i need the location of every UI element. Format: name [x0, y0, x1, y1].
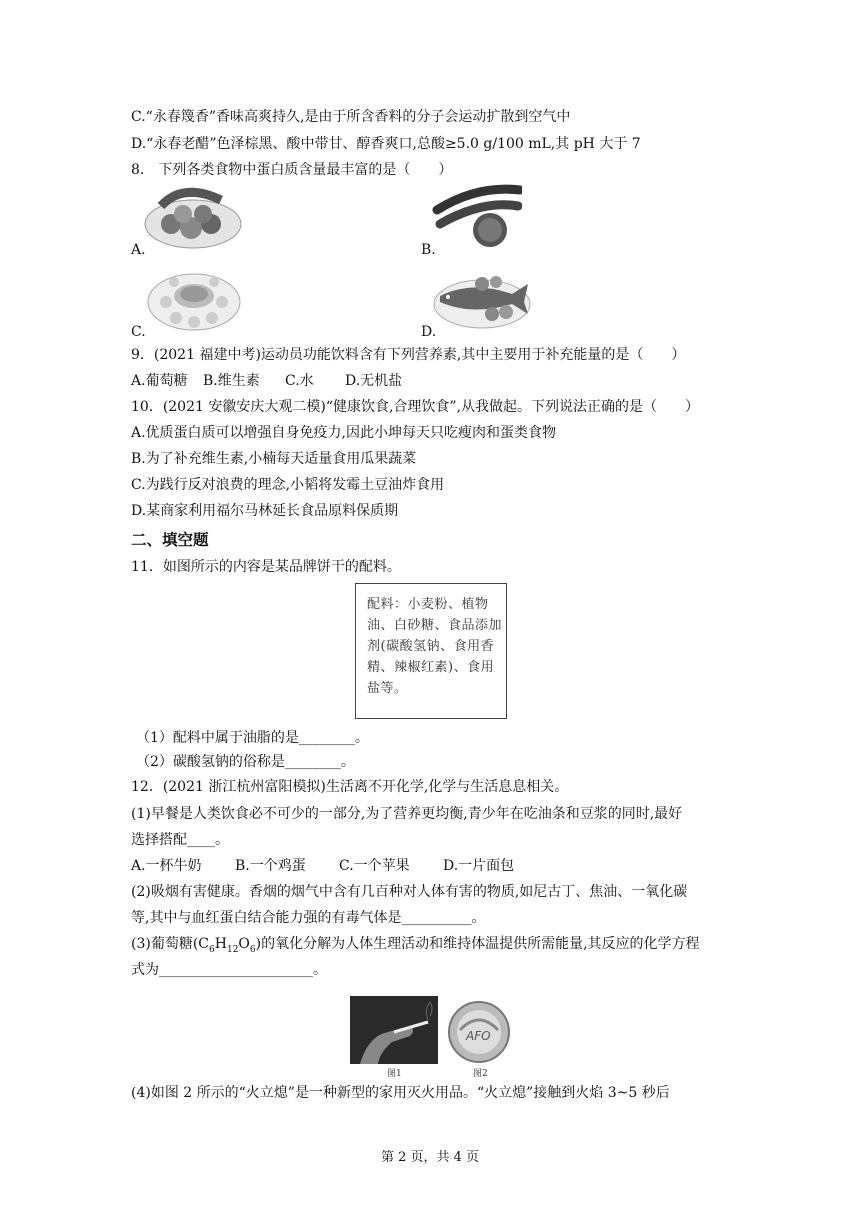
q12-1-option-c[interactable]: C.一个苹果 [339, 858, 410, 874]
q10-option-d[interactable]: D.某商家利用福尔马林延长食品原料保质期 [131, 503, 399, 519]
q8-option-a[interactable]: A. [131, 242, 146, 258]
fruit-plate-image [143, 184, 243, 250]
question-10: 10．(2021 安徽安庆大观二模)“健康饮食,合理饮食”,从我做起。下列说法正确的是（ ） [131, 399, 700, 415]
figure-2-caption: 图2 [473, 1069, 488, 1079]
q9-option-d[interactable]: D.无机盐 [345, 373, 403, 389]
question-12-part-2: (2)吸烟有害健康。香烟的烟气中含有几百种对人体有害的物质,如尼古丁、焦油、一氧化碳 [131, 884, 688, 900]
smoking-photo [350, 996, 438, 1064]
q10-option-a[interactable]: A.优质蛋白质可以增强自身免疫力,因此小坤每天只吃瘦肉和蛋类食物 [131, 425, 557, 441]
ingredient-label-image [355, 583, 507, 719]
page-footer: 第 2 页，共 4 页 [380, 1150, 480, 1165]
question-11-part-2: （2）碳酸氢钠的俗称是________。 [136, 754, 355, 770]
q12-3-text-mid-2: O [238, 936, 250, 952]
q12-3-sub-3: 6 [249, 944, 256, 955]
q12-3-sub-2: 12 [226, 944, 239, 955]
q12-1-option-b[interactable]: B.一个鸡蛋 [235, 858, 306, 874]
option-c-text: C.“永春篾香”香味高爽持久,是由于所含香料的分子会运动扩散到空气中 [131, 109, 571, 125]
q10-option-c[interactable]: C.为践行反对浪费的理念,小韬将发霉土豆油炸食用 [131, 477, 445, 493]
figure-1-caption: 图1 [387, 1069, 402, 1079]
question-12-part-1: (1)早餐是人类饮食必不可少的一部分,为了营养更均衡,青少年在吃油条和豆浆的同时,最好 [131, 806, 683, 822]
q9-option-c[interactable]: C.水 [285, 373, 314, 389]
section-heading: 二、填空题 [131, 531, 209, 549]
question-9: 9．(2021 福建中考)运动员功能饮料含有下列营养素,其中主要用于补充能量的是（ ） [131, 347, 686, 363]
q8-option-b[interactable]: B. [421, 242, 436, 258]
question-12-part-1-cont: 选择搭配____。 [131, 832, 229, 848]
question-11: 11．如图所示的内容是某品牌饼干的配料。 [131, 559, 401, 575]
question-8: 8． 下列各类食物中蛋白质含量最丰富的是（ ） [131, 162, 453, 178]
q10-option-b[interactable]: B.为了补充维生素,小楠每天适量食用瓜果蔬菜 [131, 451, 417, 467]
q9-option-b[interactable]: B.维生素 [203, 373, 260, 389]
q9-options [131, 371, 402, 391]
question-11-part-1: （1）配料中属于油脂的是________。 [136, 730, 369, 746]
svg-text:AFO: AFO [466, 1029, 491, 1043]
rice-plate-image [146, 264, 242, 334]
sausage-image [432, 180, 522, 250]
question-12-part-2-cont: 等,其中与血红蛋白结合能力强的有毒气体是__________。 [131, 910, 486, 926]
q12-3-text-pre: (3)葡萄糖(C [131, 936, 210, 952]
q12-1-option-d[interactable]: D.一片面包 [443, 858, 515, 874]
question-12-part-3-cont: 式为______________________。 [131, 962, 327, 978]
option-d-text: D.“永春老醋”色泽棕黑、酸中带甘、醇香爽口,总酸≥5.0 g/100 mL,其 pH 大于 7 [131, 136, 641, 152]
q8-option-c[interactable]: C. [131, 324, 146, 340]
q8-option-d[interactable]: D. [421, 324, 437, 340]
q12-1-option-a[interactable]: A.一杯牛奶 [131, 858, 202, 874]
fish-image [432, 266, 532, 332]
question-12: 12．(2021 浙江杭州富阳模拟)生活离不开化学,化学与生活息息相关。 [131, 779, 569, 795]
q12-3-text-post: )的氧化分解为人体生理活动和维持体温提供所需能量,其反应的化学方程 [255, 936, 700, 952]
q12-1-options [131, 856, 514, 876]
ingredient-label-text: 配料：小麦粉、植物油、白砂糖、食品添加剂(碳酸氢钠、食用香精、辣椒红素)、食用盐等。 [367, 597, 503, 696]
question-12-part-3 [131, 934, 700, 960]
fire-extinguisher-ball-image [446, 1000, 512, 1064]
q12-3-text-mid-1: H [214, 936, 227, 952]
question-12-part-4: (4)如图 2 所示的“火立熄”是一种新型的家用灭火用品。“火立熄”接触到火焰 3~5 秒后 [131, 1085, 670, 1101]
q9-option-a[interactable]: A.葡萄糖 [131, 373, 188, 389]
q12-3-sub-1: 6 [209, 944, 215, 955]
